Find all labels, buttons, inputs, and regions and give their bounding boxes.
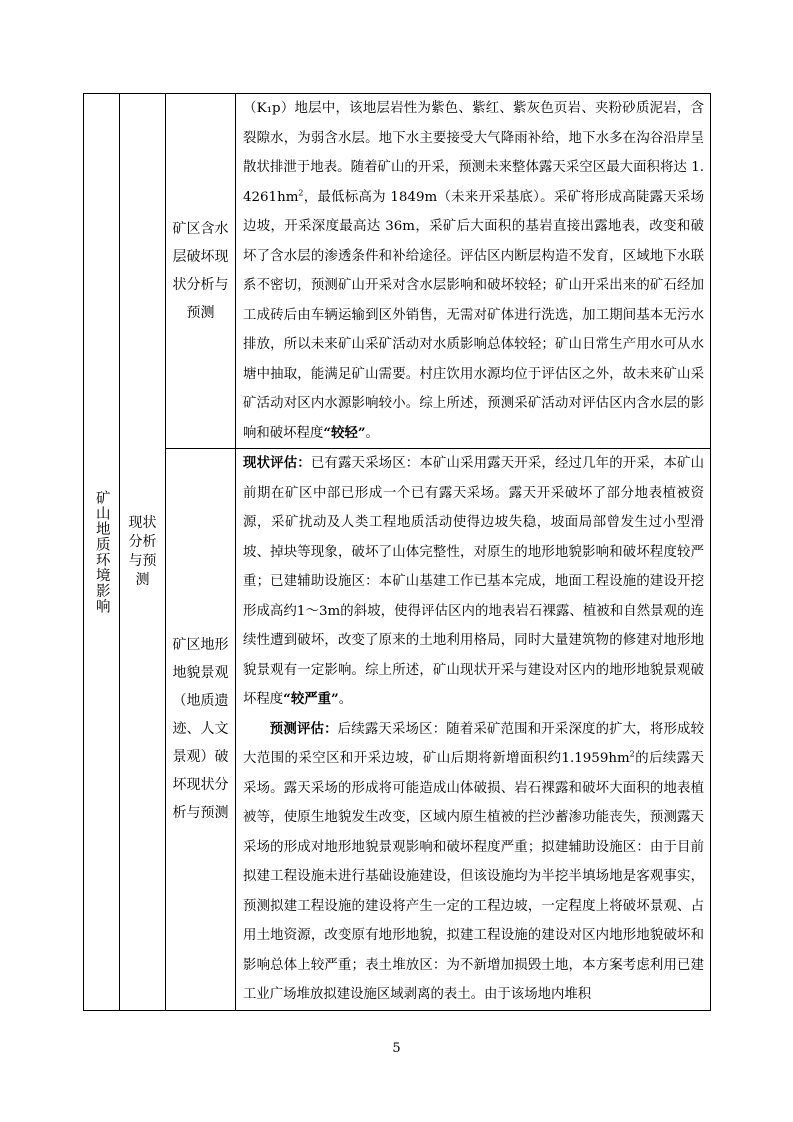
page-number: 5 [392,1041,401,1056]
category-label: 矿山地质环境影响 [93,489,110,614]
status-end: 。 [338,692,353,707]
aquifer-text: （K₁p）地层中，该地层岩性为紫色、紫红、紫灰色页岩、夹粉砂质泥岩，含裂隙水，为弱含水层。地下水主要接受大气降雨补给，地下水多在沟谷沿岸呈散状排泄于地表。随着矿山的开采，预测未来整体露天采空区最大面积将达 1.4261hm [243,101,704,205]
status-text: 已有露天采场区：本矿山采用露天开采，经过几年的开采，本矿山前期在矿区中部已形成一个已有露天采场。露天开采破坏了部分地表植被资源，采矿扰动及人类工程地质活动使得边坡失稳，坡面局部曾发生过小型滑坡、掉块等现象，破坏了山体完整性，对原生的地形地貌影响和破坏程度较严重；已建辅助设施区：本矿山基建工作已基本完成，地面工程设施的建设开挖形成高约1～3m的斜坡，使得评估区内的地表岩石裸露、植被和自然景观的连续性遭到破坏，改变了原来的土地利用格局，同时大量建筑物的修建对地形地貌景观有一定影响。综上所述，矿山现状开采与建设对区内的地形地貌景观破坏程度 [243,456,705,707]
predict-text: 后续露天采场区：随着采矿范围和开采深度的扩大，将形成较大范围的采空区和开采边坡，矿山后期将新增面积约1.1959hm [243,721,704,766]
aquifer-text: ，最低标高为 1849m（未来开采基底）。采矿将形成高陡露天采场边坡，开采深度最高达 36m，采矿后大面积的基岩直接出露地表，改变和破坏了含水层的渗透条件和补给途径。评估区内断层构造不发育，区域地下水联系不密切，预测矿山开采对含水层影响和破坏较轻；矿山开采出来的矿石经加工成砖后由车辆运输到区外销售，无需对矿体进行洗选，加工期间基本无污水排放，所以未来矿山采矿活动对水质影响总体较轻；矿山日常生产用水可从水塘中抽取，能满足矿山需要。村庄饮用水源均位于评估区之外，故未来矿山采矿活动对区内水源影响较小。综上所述，预测采矿活动对评估区内含水层的影响和破坏程度 [243,189,704,441]
landform-content [236,449,710,1010]
aquifer-conclusion: “较轻” [323,424,366,441]
subcategory-cell [120,94,166,1011]
aquifer-label-cell [166,94,236,449]
assessment-table [83,93,711,1011]
subcategory-line: 与预 [128,552,157,569]
aquifer-label: 矿区含水层破坏现状分析与预测 [172,221,229,321]
predict-title: 预测评估： [269,720,338,737]
table-row [84,94,711,449]
status-title: 现状评估： [243,455,311,471]
area-unit-superscript: 2 [629,749,635,759]
subcategory-label [128,514,158,590]
aquifer-content [236,94,710,448]
subcategory-line: 现状 [128,514,157,531]
subcategory-line: 测 [135,571,150,588]
area-unit-superscript: 2 [298,188,304,198]
category-cell [84,94,120,1011]
subcategory-line: 分析 [128,533,157,550]
aquifer-end: 。 [365,425,379,441]
landform-label: 矿区地形地貌景观（地质遗迹、人文景观）破坏现状分析与预测 [172,637,229,822]
predict-text: 的后续露天采场。露天采场的形成将可能造成山体破损、岩石裸露和破坏大面积的地表植被等，使原生地貌发生改变，区域内原生植被的拦沙蓄渗功能丧失，预测露天采场的形成对地形地貌景观影响和破坏程度严重；拟建辅助设施区：由于目前拟建工程设施未进行基础设施建设，但该设施均为半挖半填场地是客观事实，预测拟建工程设施的建设将产生一定的工程边坡，一定程度上将破坏景观、占用土地资源，改变原有地形地貌，拟建工程设施的建设对区内地形地貌破坏和影响总体上较严重；表土堆放区：为不新增加损毁土地，本方案考虑利用已建工业广场堆放拟建设施区域剥离的表土。由于该场地内堆积 [243,751,705,1002]
landform-label-cell [166,449,236,1011]
status-conclusion: “较严重” [283,691,339,707]
aquifer-content-cell [236,94,711,449]
table-row [84,449,711,1011]
landform-content-cell [236,449,711,1011]
